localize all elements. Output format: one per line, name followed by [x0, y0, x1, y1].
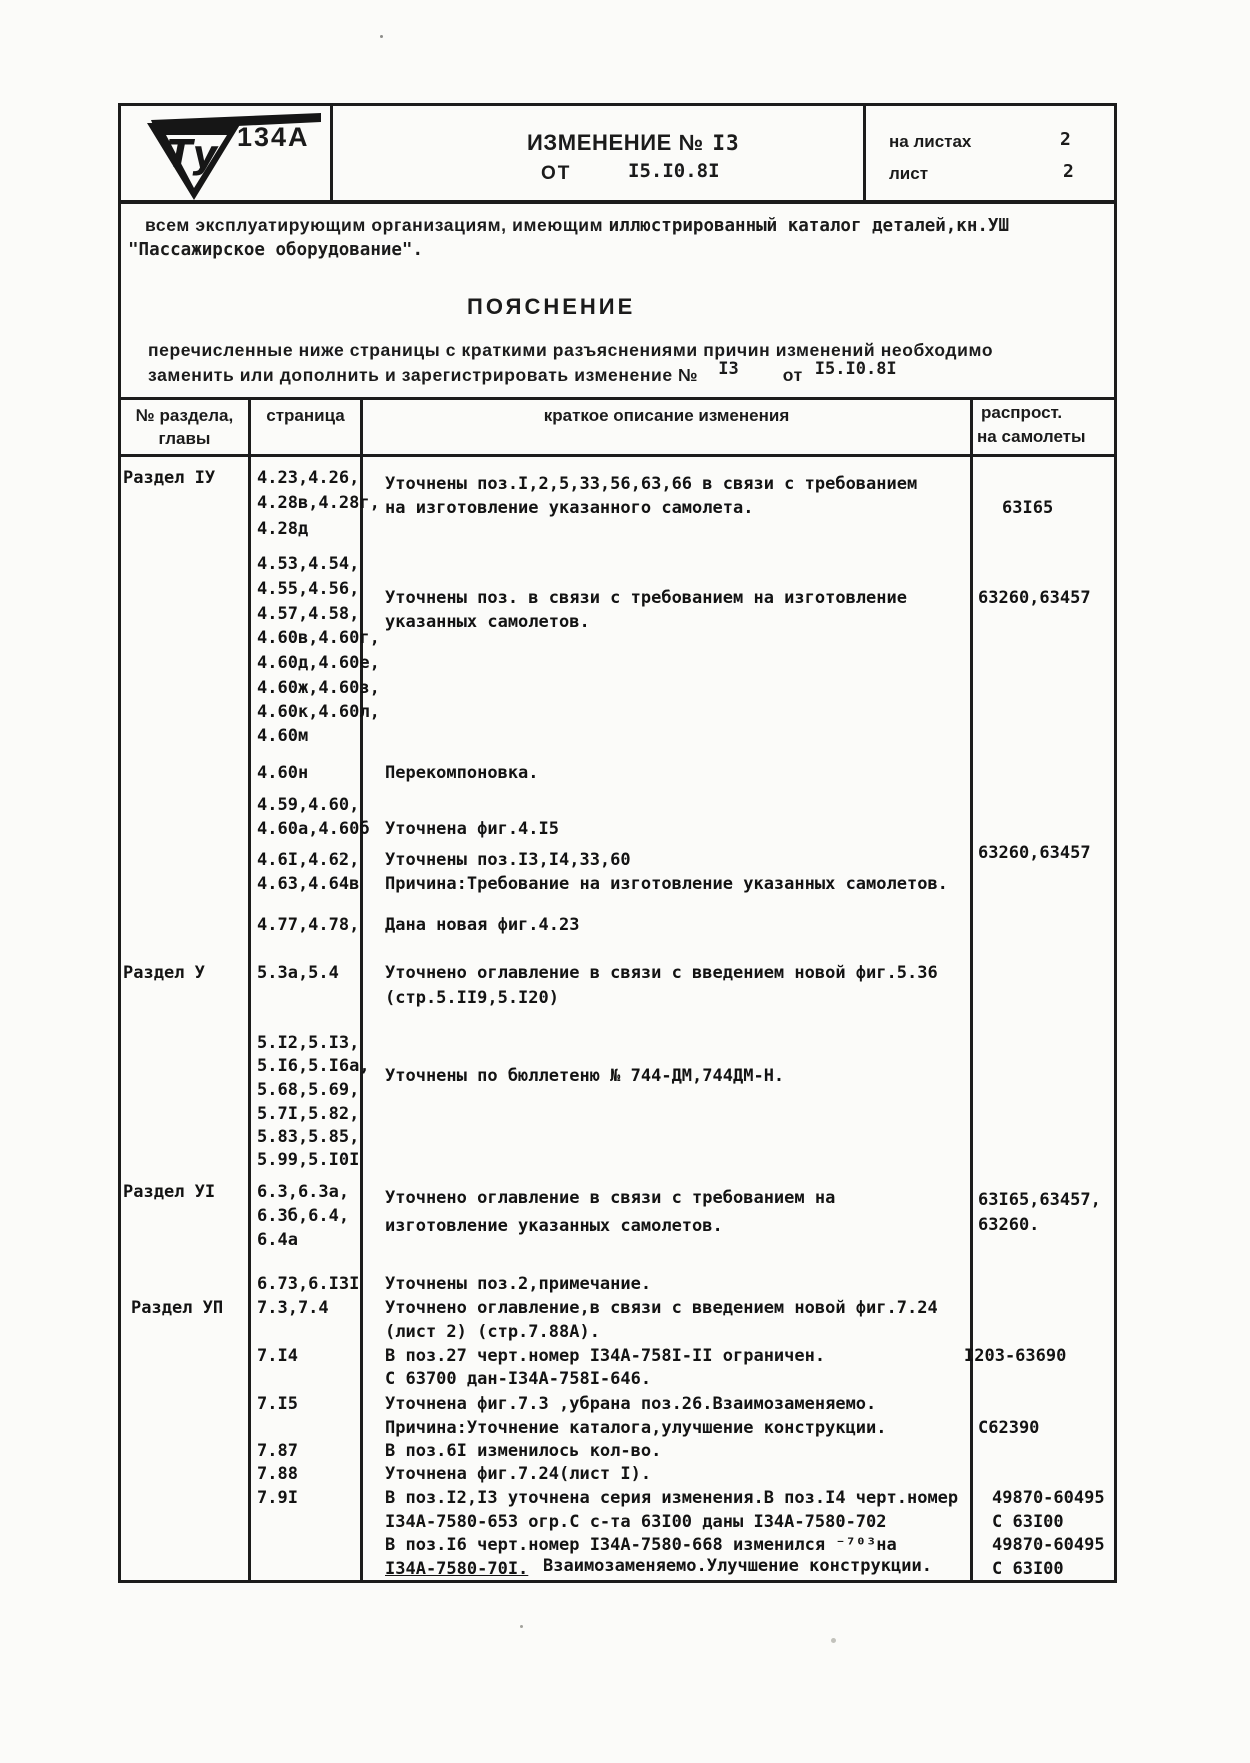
section-label: Раздел У	[123, 963, 205, 983]
page-reference: 4.6I,4.62,	[257, 850, 360, 870]
page-reference: 7.I5	[257, 1394, 298, 1414]
page-reference: 4.60д,4.60е,	[257, 653, 380, 673]
on-sheets-value: 2	[1060, 129, 1071, 150]
page-reference: 4.60н	[257, 763, 309, 783]
aircraft-serials: 49870-60495	[992, 1535, 1105, 1555]
addressee-line-1-typed: иллюстрированный каталог деталей,кн.УШ	[608, 216, 1009, 236]
change-date: I5.I0.8I	[628, 160, 720, 182]
description-line: В поз.I6 черт.номер I34А-7580-668 изменился ⁻⁷⁰³на	[385, 1535, 897, 1555]
aircraft-serials: 49870-60495	[992, 1488, 1105, 1508]
description-line: Причина:Уточнение каталога,улучшение конструкции.	[385, 1418, 887, 1438]
page-reference: 5.83,5.85,	[257, 1127, 360, 1147]
aircraft-serials: I203-63690	[964, 1346, 1067, 1366]
description-line: Уточнено оглавление в связи с требованием на	[385, 1188, 836, 1208]
column-header-applicability: распрост.	[981, 403, 1063, 422]
change-title-label: ИЗМЕНЕНИЕ №	[527, 130, 704, 155]
page-reference: 4.63,4.64в	[257, 874, 360, 894]
description-line: Уточнены поз.I3,I4,33,60	[385, 850, 631, 870]
pages-column	[257, 457, 383, 1580]
explanation-paragraph-line-1: перечисленные ниже страницы с краткими разъяснениями причин изменений необходимо	[148, 340, 994, 360]
description-line: Дана новая фиг.4.23	[385, 915, 580, 935]
page-reference: 5.99,5.I0I	[257, 1150, 360, 1170]
on-sheets-label: на листах	[889, 132, 972, 151]
column-header-applicability-2: на самолеты	[977, 427, 1086, 446]
change-number: I3	[712, 131, 740, 155]
addressee-line-1-plain: всем эксплуатирующим организациям, имеющим	[145, 215, 609, 235]
page-reference: 6.73,6.I3I	[257, 1274, 360, 1294]
aircraft-serials: С 63I00	[992, 1559, 1064, 1579]
column-header-section-2: главы	[158, 429, 211, 448]
description-line: В поз.I2,I3 уточнена серия изменения.В поз.I4 черт.номер	[385, 1488, 959, 1508]
page-reference: 4.59,4.60,	[257, 795, 360, 815]
description-line: Уточнено оглавление в связи с введением новой фиг.5.36	[385, 963, 938, 983]
page-reference: 6.3,6.3а,	[257, 1182, 350, 1202]
sheet-value: 2	[1063, 161, 1074, 182]
page-reference: 4.77,4.78,	[257, 915, 360, 935]
section-label: Раздел УI	[123, 1182, 216, 1202]
page-reference: 4.28в,4.28г,	[257, 493, 380, 513]
page-reference: 4.60ж,4.60з,	[257, 678, 380, 698]
change-from-label: ОТ	[541, 163, 572, 184]
page-reference: 7.I4	[257, 1346, 298, 1366]
table-header	[121, 400, 1114, 457]
aircraft-serials: 63260,63457	[978, 588, 1091, 608]
description-line: Уточнены поз. в связи с требованием на изготовление	[385, 588, 907, 608]
addressee-line-2: "Пассажирское оборудование".	[128, 240, 424, 260]
table-body	[121, 457, 1114, 1580]
description-line: Уточнена фиг.7.3 ,убрана поз.26.Взаимозаменяемо.	[385, 1394, 877, 1414]
description-line: В поз.27 черт.номер I34А-758I-II ограничен.	[385, 1346, 826, 1366]
page-reference: 5.I2,5.I3,	[257, 1033, 360, 1053]
page-reference: 7.3,7.4	[257, 1298, 329, 1318]
page-reference: 4.60а,4.60б	[257, 819, 370, 839]
page-reference: 4.60к,4.60л,	[257, 702, 380, 722]
page-reference: 6.3б,6.4,	[257, 1206, 350, 1226]
description-line: Уточнена фиг.4.I5	[385, 819, 559, 839]
page-reference: 4.23,4.26,	[257, 468, 360, 488]
description-line: Уточнены по бюллетеню № 744-ДМ,744ДМ-Н.	[385, 1066, 785, 1086]
description-line: В поз.6I изменилось кол-во.	[385, 1441, 662, 1461]
description-line: изготовление указанных самолетов.	[385, 1216, 723, 1236]
page-reference: 6.4а	[257, 1230, 298, 1250]
page-reference: 7.88	[257, 1464, 298, 1484]
description-line: (стр.5.II9,5.I20)	[385, 988, 559, 1008]
explanation-section	[121, 204, 1114, 400]
page-reference: 4.57,4.58,	[257, 604, 360, 624]
change-title	[527, 130, 740, 156]
description-line: Уточнены поз.2,примечание.	[385, 1274, 652, 1294]
document-header-row	[121, 106, 1114, 204]
column-header-section: № раздела,	[135, 406, 234, 425]
description-line: Причина:Требование на изготовление указанных самолетов.	[385, 874, 948, 894]
change-notice-document	[118, 103, 1117, 1583]
header-divider-2	[863, 106, 866, 200]
page-reference: 7.9I	[257, 1488, 298, 1508]
addressee-line-1	[145, 215, 1009, 236]
aircraft-model-label: 134А	[237, 122, 310, 152]
registered-change-number: I3	[718, 359, 739, 379]
sheet-label: лист	[889, 164, 929, 183]
page-reference: 4.53,4.54,	[257, 554, 360, 574]
explanation-paragraph-line-2	[148, 359, 897, 386]
page-reference: 5.68,5.69,	[257, 1080, 360, 1100]
registered-change-date: I5.I0.8I	[814, 359, 897, 379]
description-column	[385, 457, 973, 1580]
column-header-page: страница	[266, 406, 345, 425]
page-reference: 5.7I,5.82,	[257, 1104, 360, 1124]
description-line: (лист 2) (стр.7.88А).	[385, 1322, 600, 1342]
description-line: Взаимозаменяемо.Улучшение конструкции.	[543, 1556, 932, 1576]
description-line: на изготовление указанного самолета.	[385, 498, 754, 518]
tupolev-logo-glyph: Ту	[166, 132, 218, 176]
aircraft-serials: 63I65,63457,	[978, 1190, 1101, 1210]
section-column	[123, 457, 253, 1580]
section-label: Раздел IУ	[123, 468, 216, 488]
applicability-column	[964, 457, 1118, 1580]
page-reference: 4.60м	[257, 726, 309, 746]
description-line: Уточнено оглавление,в связи с введением новой фиг.7.24	[385, 1298, 938, 1318]
explanation-heading: ПОЯСНЕНИЕ	[467, 294, 636, 319]
header-divider-1	[330, 106, 333, 200]
description-line: указанных самолетов.	[385, 612, 590, 632]
scan-speckles	[380, 35, 383, 38]
page-reference: 4.60в,4.60г,	[257, 628, 380, 648]
aircraft-serials: С 63I00	[992, 1512, 1064, 1532]
table-divider-3	[970, 400, 973, 454]
aircraft-serials: С62390	[978, 1418, 1040, 1438]
description-line: С 63700 дан-I34А-758I-646.	[385, 1369, 652, 1389]
registered-from-label: от	[782, 365, 803, 385]
description-line: Перекомпоновка.	[385, 763, 539, 783]
aircraft-serials: 63260.	[978, 1215, 1040, 1235]
page-reference: 4.55,4.56,	[257, 579, 360, 599]
description-line: Уточнены поз.I,2,5,33,56,63,66 в связи с требованием	[385, 474, 918, 494]
description-line: I34А-7580-70I.	[385, 1559, 529, 1579]
page-reference: 5.I6,5.I6а,	[257, 1056, 370, 1076]
section-label: Раздел УП	[131, 1298, 224, 1318]
page-reference: 5.3а,5.4	[257, 963, 339, 983]
aircraft-serials: 63260,63457	[978, 843, 1091, 863]
register-change-text: заменить или дополнить и зарегистрировать изменение №	[148, 365, 699, 385]
description-line: Уточнена фиг.7.24(лист I).	[385, 1464, 652, 1484]
aircraft-serials: 63I65	[1002, 498, 1054, 518]
page-reference: 4.28д	[257, 519, 309, 539]
column-header-description: краткое описание изменения	[543, 406, 790, 425]
page-reference: 7.87	[257, 1441, 298, 1461]
description-line: I34А-7580-653 огр.С с-та 63I00 даны I34А-7580-702	[385, 1512, 887, 1532]
